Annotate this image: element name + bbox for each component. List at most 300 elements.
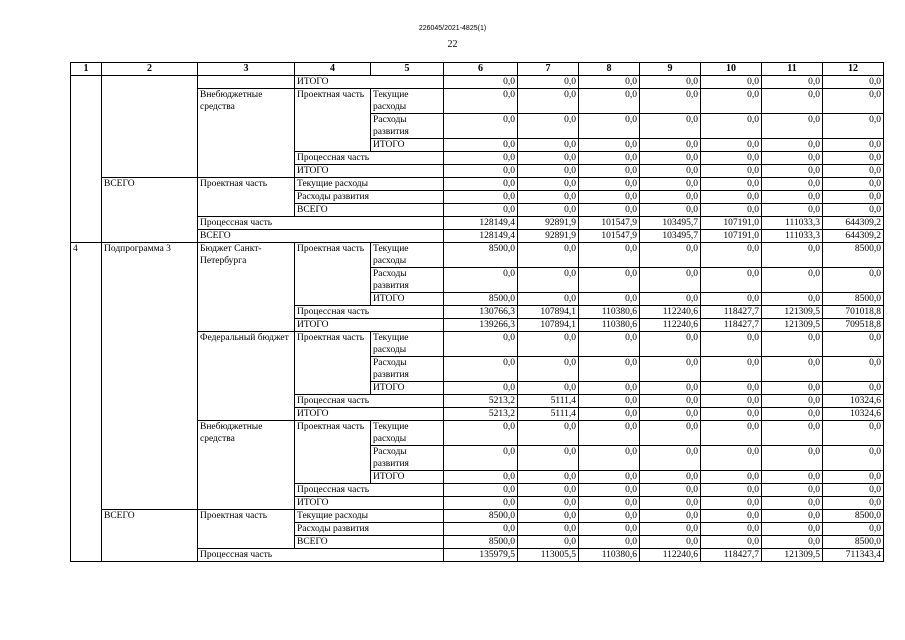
value-cell: 0,0 (579, 89, 640, 114)
empty-cell (102, 408, 198, 421)
header-cell: 2 (102, 63, 198, 76)
empty-cell (102, 484, 198, 497)
value-cell: 0,0 (579, 510, 640, 523)
empty-cell (198, 319, 295, 332)
value-cell: 0,0 (640, 357, 701, 382)
value-cell: 121309,5 (762, 306, 823, 319)
empty-cell (198, 471, 295, 484)
table-row (71, 497, 884, 510)
empty-cell (198, 357, 295, 382)
empty-cell (198, 446, 295, 471)
value-cell: 107894,1 (518, 306, 579, 319)
empty-cell (71, 382, 102, 395)
value-cell: 0,0 (579, 446, 640, 471)
label-cell: Процессная часть (295, 306, 444, 319)
value-cell: 113005,5 (518, 549, 579, 562)
value-cell: 0,0 (640, 382, 701, 395)
empty-cell (295, 446, 371, 471)
value-cell: 0,0 (640, 471, 701, 484)
empty-cell (371, 217, 444, 230)
empty-cell (71, 332, 102, 357)
value-cell: 118427,7 (701, 306, 762, 319)
label-cell: Текущие расходы (371, 89, 444, 114)
value-cell: 0,0 (701, 293, 762, 306)
value-cell: 0,0 (823, 446, 884, 471)
label-cell: Внебюджетные средства (198, 89, 295, 114)
empty-cell (102, 523, 198, 536)
empty-cell (102, 268, 198, 293)
label-cell: ИТОГО (371, 471, 444, 484)
value-cell: 0,0 (640, 89, 701, 114)
empty-cell (102, 114, 198, 139)
label-cell: ВСЕГО (295, 536, 444, 549)
value-cell: 5111,4 (518, 395, 579, 408)
value-cell: 0,0 (762, 446, 823, 471)
table-row (71, 268, 884, 293)
empty-cell (102, 165, 198, 178)
label-cell: ВСЕГО (102, 178, 198, 191)
empty-cell (71, 114, 102, 139)
value-cell: 92891,9 (518, 217, 579, 230)
empty-cell (198, 395, 295, 408)
label-cell: ИТОГО (295, 497, 444, 510)
value-cell: 0,0 (701, 510, 762, 523)
value-cell: 0,0 (518, 152, 579, 165)
header-cell: 5 (371, 63, 444, 76)
value-cell: 0,0 (579, 421, 640, 446)
empty-cell (71, 395, 102, 408)
value-cell: 0,0 (701, 382, 762, 395)
value-cell: 0,0 (640, 395, 701, 408)
value-cell: 0,0 (579, 243, 640, 268)
label-cell: Расходы развития (295, 523, 444, 536)
table-row (71, 191, 884, 204)
label-cell: ВСЕГО (295, 204, 444, 217)
empty-cell (198, 114, 295, 139)
empty-cell (102, 306, 198, 319)
value-cell: 0,0 (762, 204, 823, 217)
header-cell: 3 (198, 63, 295, 76)
value-cell: 5111,4 (518, 408, 579, 421)
value-cell: 0,0 (701, 165, 762, 178)
label-cell: Расходы развития (371, 268, 444, 293)
table-row (71, 217, 884, 230)
value-cell: 0,0 (762, 178, 823, 191)
value-cell: 0,0 (701, 332, 762, 357)
empty-cell (295, 217, 371, 230)
value-cell: 0,0 (579, 395, 640, 408)
table-row (71, 382, 884, 395)
value-cell: 0,0 (823, 89, 884, 114)
value-cell: 0,0 (762, 268, 823, 293)
value-cell: 0,0 (701, 395, 762, 408)
table-row (71, 549, 884, 562)
value-cell: 0,0 (701, 497, 762, 510)
value-cell: 110380,6 (579, 306, 640, 319)
value-cell: 8500,0 (444, 510, 518, 523)
table-row (71, 165, 884, 178)
value-cell: 0,0 (762, 536, 823, 549)
empty-cell (71, 471, 102, 484)
value-cell: 0,0 (640, 204, 701, 217)
empty-cell (71, 139, 102, 152)
value-cell: 0,0 (579, 471, 640, 484)
value-cell: 0,0 (444, 332, 518, 357)
label-cell: Проектная часть (295, 243, 371, 268)
value-cell: 0,0 (518, 268, 579, 293)
value-cell: 0,0 (823, 523, 884, 536)
value-cell: 0,0 (579, 523, 640, 536)
value-cell: 0,0 (701, 152, 762, 165)
empty-cell (71, 204, 102, 217)
label-cell: ИТОГО (371, 382, 444, 395)
empty-cell (71, 268, 102, 293)
value-cell: 8500,0 (823, 510, 884, 523)
empty-cell (102, 395, 198, 408)
value-cell: 0,0 (762, 357, 823, 382)
empty-cell (102, 89, 198, 114)
value-cell: 0,0 (518, 139, 579, 152)
label-cell: Федеральный бюджет (198, 332, 295, 357)
value-cell: 0,0 (444, 76, 518, 89)
empty-cell (71, 152, 102, 165)
value-cell: 0,0 (518, 523, 579, 536)
value-cell: 0,0 (823, 484, 884, 497)
value-cell: 0,0 (701, 89, 762, 114)
value-cell: 0,0 (823, 268, 884, 293)
label-cell: Бюджет Санкт-Петербурга (198, 243, 295, 268)
table-row (71, 408, 884, 421)
value-cell: 0,0 (518, 243, 579, 268)
value-cell: 0,0 (640, 178, 701, 191)
value-cell: 0,0 (701, 421, 762, 446)
label-cell: Текущие расходы (371, 243, 444, 268)
value-cell: 0,0 (762, 152, 823, 165)
header-cell: 7 (518, 63, 579, 76)
table-row (71, 139, 884, 152)
value-cell: 0,0 (518, 89, 579, 114)
value-cell: 0,0 (823, 382, 884, 395)
empty-cell (295, 471, 371, 484)
value-cell: 0,0 (640, 536, 701, 549)
value-cell: 5213,2 (444, 408, 518, 421)
value-cell: 0,0 (701, 268, 762, 293)
value-cell: 0,0 (762, 484, 823, 497)
empty-cell (198, 408, 295, 421)
value-cell: 0,0 (640, 243, 701, 268)
value-cell: 0,0 (701, 139, 762, 152)
value-cell: 128149,4 (444, 217, 518, 230)
value-cell: 8500,0 (823, 536, 884, 549)
value-cell: 0,0 (518, 114, 579, 139)
value-cell: 128149,4 (444, 230, 518, 243)
value-cell: 0,0 (640, 191, 701, 204)
label-cell: Процессная часть (295, 395, 444, 408)
value-cell: 0,0 (640, 446, 701, 471)
value-cell: 0,0 (762, 243, 823, 268)
value-cell: 644309,2 (823, 217, 884, 230)
value-cell: 0,0 (701, 357, 762, 382)
value-cell: 0,0 (444, 484, 518, 497)
value-cell: 0,0 (579, 152, 640, 165)
empty-cell (71, 293, 102, 306)
value-cell: 0,0 (579, 76, 640, 89)
empty-cell (102, 332, 198, 357)
empty-cell (71, 357, 102, 382)
empty-cell (71, 484, 102, 497)
header-cell: 4 (295, 63, 371, 76)
header-cell: 1 (71, 63, 102, 76)
header-row (71, 63, 884, 76)
empty-cell (71, 76, 102, 89)
value-cell: 0,0 (640, 76, 701, 89)
empty-cell (102, 497, 198, 510)
value-cell: 0,0 (640, 510, 701, 523)
label-cell: Расходы развития (371, 357, 444, 382)
table-row (71, 536, 884, 549)
empty-cell (198, 484, 295, 497)
value-cell: 111033,3 (762, 217, 823, 230)
empty-cell (371, 549, 444, 562)
value-cell: 0,0 (518, 178, 579, 191)
value-cell: 107191,0 (701, 230, 762, 243)
value-cell: 101547,9 (579, 217, 640, 230)
value-cell: 0,0 (444, 204, 518, 217)
table-row (71, 523, 884, 536)
value-cell: 0,0 (762, 139, 823, 152)
value-cell: 0,0 (762, 332, 823, 357)
label-cell: ИТОГО (295, 408, 444, 421)
value-cell: 709518,8 (823, 319, 884, 332)
value-cell: 0,0 (518, 471, 579, 484)
value-cell: 0,0 (444, 114, 518, 139)
value-cell: 0,0 (701, 178, 762, 191)
table-row (71, 332, 884, 357)
value-cell: 0,0 (444, 357, 518, 382)
value-cell: 0,0 (579, 408, 640, 421)
value-cell: 0,0 (579, 536, 640, 549)
table-row (71, 306, 884, 319)
empty-cell (102, 293, 198, 306)
value-cell: 8500,0 (823, 293, 884, 306)
value-cell: 121309,5 (762, 549, 823, 562)
value-cell: 0,0 (579, 268, 640, 293)
label-cell: Расходы развития (371, 114, 444, 139)
empty-cell (102, 536, 198, 549)
empty-cell (71, 510, 102, 523)
empty-cell (71, 523, 102, 536)
value-cell: 0,0 (518, 293, 579, 306)
label-cell: Подпрограмма 3 (102, 243, 198, 268)
value-cell: 112240,6 (640, 549, 701, 562)
value-cell: 110380,6 (579, 319, 640, 332)
label-cell: Текущие расходы (371, 332, 444, 357)
value-cell: 112240,6 (640, 306, 701, 319)
value-cell: 107894,1 (518, 319, 579, 332)
table-row (71, 319, 884, 332)
table-row (71, 243, 884, 268)
value-cell: 10324,6 (823, 395, 884, 408)
value-cell: 0,0 (579, 139, 640, 152)
value-cell: 0,0 (444, 523, 518, 536)
table-row (71, 395, 884, 408)
empty-cell (102, 76, 198, 89)
label-cell: Процессная часть (295, 484, 444, 497)
empty-cell (102, 230, 198, 243)
header-cell: 8 (579, 63, 640, 76)
value-cell: 0,0 (701, 243, 762, 268)
value-cell: 0,0 (701, 536, 762, 549)
value-cell: 0,0 (640, 332, 701, 357)
value-cell: 0,0 (579, 382, 640, 395)
value-cell: 0,0 (762, 382, 823, 395)
value-cell: 0,0 (640, 139, 701, 152)
header-cell: 10 (701, 63, 762, 76)
value-cell: 118427,7 (701, 319, 762, 332)
value-cell: 0,0 (444, 446, 518, 471)
empty-cell (295, 293, 371, 306)
value-cell: 0,0 (762, 523, 823, 536)
value-cell: 0,0 (518, 510, 579, 523)
value-cell: 0,0 (579, 178, 640, 191)
value-cell: 0,0 (579, 293, 640, 306)
value-cell: 5213,2 (444, 395, 518, 408)
value-cell: 0,0 (518, 204, 579, 217)
empty-cell (295, 230, 371, 243)
value-cell: 0,0 (701, 523, 762, 536)
value-cell: 0,0 (579, 332, 640, 357)
empty-cell (71, 446, 102, 471)
empty-cell (295, 357, 371, 382)
empty-cell (71, 191, 102, 204)
empty-cell (295, 549, 371, 562)
empty-cell (198, 536, 295, 549)
value-cell: 139266,3 (444, 319, 518, 332)
label-cell: ИТОГО (295, 76, 444, 89)
value-cell: 0,0 (640, 152, 701, 165)
value-cell: 0,0 (762, 191, 823, 204)
value-cell: 0,0 (762, 89, 823, 114)
table-row (71, 471, 884, 484)
value-cell: 0,0 (701, 471, 762, 484)
empty-cell (71, 497, 102, 510)
value-cell: 135979,5 (444, 549, 518, 562)
empty-cell (198, 268, 295, 293)
value-cell: 0,0 (444, 497, 518, 510)
value-cell: 0,0 (701, 76, 762, 89)
empty-cell (295, 139, 371, 152)
value-cell: 0,0 (444, 152, 518, 165)
empty-cell (198, 191, 295, 204)
value-cell: 0,0 (518, 421, 579, 446)
table-row (71, 152, 884, 165)
value-cell: 10324,6 (823, 408, 884, 421)
empty-cell (102, 421, 198, 446)
label-cell: Проектная часть (295, 89, 371, 114)
empty-cell (198, 165, 295, 178)
label-cell: Проектная часть (198, 178, 295, 191)
empty-cell (71, 319, 102, 332)
label-cell: Расходы развития (295, 191, 444, 204)
header-cell: 9 (640, 63, 701, 76)
table-row (71, 446, 884, 471)
value-cell: 0,0 (444, 139, 518, 152)
empty-cell (198, 306, 295, 319)
table-row (71, 230, 884, 243)
label-cell: Процессная часть (198, 217, 295, 230)
value-cell: 0,0 (762, 471, 823, 484)
value-cell: 0,0 (579, 497, 640, 510)
value-cell: 0,0 (762, 497, 823, 510)
value-cell: 107191,0 (701, 217, 762, 230)
value-cell: 0,0 (640, 293, 701, 306)
value-cell: 8500,0 (444, 293, 518, 306)
value-cell: 0,0 (823, 421, 884, 446)
table-row (71, 76, 884, 89)
label-cell: Внебюджетные средства (198, 421, 295, 446)
value-cell: 112240,6 (640, 319, 701, 332)
value-cell: 0,0 (640, 484, 701, 497)
label-cell: Проектная часть (198, 510, 295, 523)
empty-cell (71, 178, 102, 191)
value-cell: 0,0 (823, 76, 884, 89)
empty-cell (102, 191, 198, 204)
empty-cell (71, 230, 102, 243)
value-cell: 0,0 (579, 357, 640, 382)
value-cell: 121309,5 (762, 319, 823, 332)
header-cell: 6 (444, 63, 518, 76)
empty-cell (71, 421, 102, 446)
value-cell: 0,0 (762, 510, 823, 523)
empty-cell (102, 471, 198, 484)
value-cell: 0,0 (762, 421, 823, 446)
value-cell: 0,0 (640, 523, 701, 536)
value-cell: 0,0 (823, 332, 884, 357)
value-cell: 103495,7 (640, 230, 701, 243)
value-cell: 0,0 (701, 114, 762, 139)
empty-cell (102, 204, 198, 217)
value-cell: 0,0 (640, 268, 701, 293)
value-cell: 110380,6 (579, 549, 640, 562)
empty-cell (71, 165, 102, 178)
value-cell: 0,0 (579, 165, 640, 178)
value-cell: 0,0 (640, 421, 701, 446)
empty-cell (71, 549, 102, 562)
value-cell: 0,0 (444, 165, 518, 178)
empty-cell (102, 319, 198, 332)
value-cell: 92891,9 (518, 230, 579, 243)
value-cell: 103495,7 (640, 217, 701, 230)
value-cell: 0,0 (518, 484, 579, 497)
document-id: 226045/2021-4825(1) (418, 25, 487, 32)
empty-cell (295, 382, 371, 395)
value-cell: 0,0 (823, 471, 884, 484)
empty-cell (102, 446, 198, 471)
empty-cell (198, 523, 295, 536)
value-cell: 0,0 (823, 165, 884, 178)
label-cell: Текущие расходы (295, 178, 444, 191)
value-cell: 0,0 (518, 446, 579, 471)
label-cell: ИТОГО (295, 165, 444, 178)
value-cell: 0,0 (762, 395, 823, 408)
value-cell: 0,0 (823, 114, 884, 139)
value-cell: 0,0 (444, 382, 518, 395)
table-row (71, 204, 884, 217)
value-cell: 0,0 (762, 76, 823, 89)
value-cell: 0,0 (518, 165, 579, 178)
empty-cell (102, 139, 198, 152)
table-row (71, 178, 884, 191)
